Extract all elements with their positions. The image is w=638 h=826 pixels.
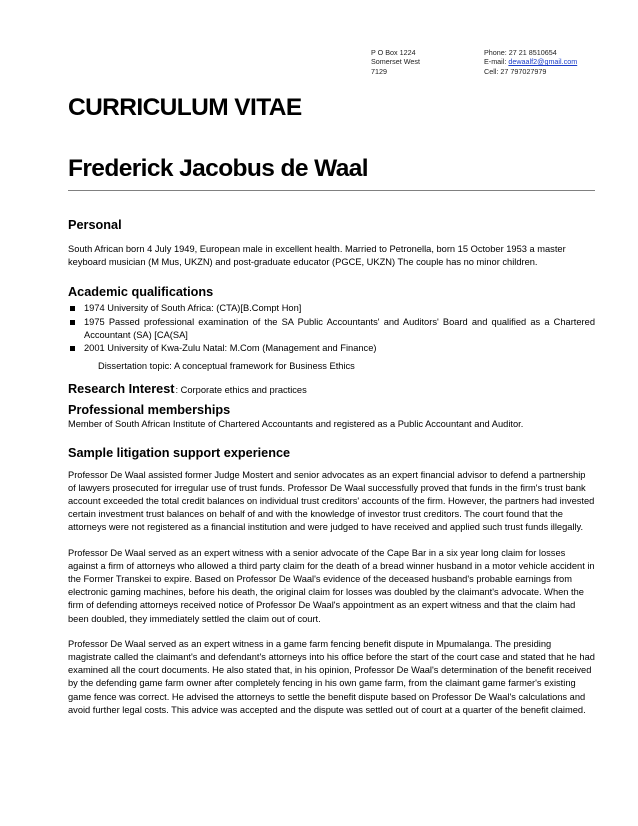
email-link[interactable]: dewaalf2@gmail.com <box>508 57 578 67</box>
person-name: Frederick Jacobus de Waal <box>68 155 368 182</box>
address-line-1: P O Box 1224 <box>371 48 416 57</box>
email-line <box>484 57 624 66</box>
list-item <box>68 316 595 342</box>
personal-text: South African born 4 July 1949, European male in excellent health. Married to Petronella, born 15 October 1953 a master keyboard musician (M Mus, UKZN) and post-graduate educator (PGCE, UKZN) The couple has no minor children. <box>68 244 566 268</box>
list-item <box>68 342 595 355</box>
section-heading-litigation: Sample litigation support experience <box>68 445 291 460</box>
email-label: E-mail: <box>484 57 509 67</box>
address-line-3: 7129 <box>371 66 387 76</box>
cv-body <box>68 217 595 729</box>
list-item <box>68 302 595 315</box>
document-title: CURRICULUM VITAE <box>68 94 302 121</box>
dissertation-topic: Dissertation topic: A conceptual framework for Business Ethics <box>98 361 355 372</box>
qualification-text: 2001 University of Kwa-Zulu Natal: M.Com (Management and Finance) <box>84 343 377 354</box>
contact-details <box>484 48 624 76</box>
memberships-text: Member of South African Institute of Chartered Accountants and registered as a Public Accountant and Auditor. <box>68 419 524 430</box>
research-interest <box>68 382 595 396</box>
bullet-icon <box>70 306 75 311</box>
cell-number: Cell: 27 797027979 <box>484 66 547 76</box>
research-text: : Corporate ethics and practices <box>175 385 307 396</box>
qualifications-list <box>68 302 595 355</box>
litigation-paragraph: Professor De Waal served as an expert witness with a senior advocate of the Cape Bar in a six year long claim for losses against a firm of attorneys who allowed a third party claim for the death of a bread winner husband in a motor vehicle accident in the Former Transkei to expire. Based on Professor De Waal's evidence of the deceased husband's probable earnings from electronic gaming machines, before his death, the original claim for losses was doubled by the claimant's advocate. When the firm of defending attorneys received notice of Professor De Waal's appointment as an expert witness and that the claim had been doubled, they immediately settled the claim out of court. <box>68 547 595 624</box>
bullet-icon <box>70 320 75 325</box>
litigation-paragraph: Professor De Waal served as an expert witness in a game farm fencing benefit dispute in Mpumalanga. The presiding magistrate called the claimant's and defendant's attorneys into his office before the start of the court case and stated that he had examined all the court documents. He also stated that, in his opinion, Professor De Waal's determination of the benefit received by the defending game farm owner after completely fencing in his own game farm, from the claimant game farmer's existing game fence was correct. He advised the attorneys to settle the benefit dispute based on Professor De Waal's calculations and avoid further legal costs. This advice was accepted and the dispute was settled out of court at a quarter of the benefit claimed. <box>68 638 595 715</box>
section-heading-memberships: Professional memberships <box>68 403 231 418</box>
section-heading-research: Research Interest <box>68 382 175 397</box>
phone-number: Phone: 27 21 8510654 <box>484 48 557 57</box>
address-line-2: Somerset West <box>371 57 420 67</box>
bullet-icon <box>70 346 75 351</box>
title-divider <box>68 190 595 191</box>
postal-address <box>371 48 471 76</box>
qualification-text: 1974 University of South Africa: (CTA)[B.Compt Hon] <box>84 303 302 314</box>
litigation-paragraph: Professor De Waal assisted former Judge Mostert and senior advocates as an expert financial advisor to defend a partnership of lawyers prosecuted for irregular use of trust funds. Professor De Waal successfully proved that funds in the firm's trust bank account exceeded the total credit balances on individual trust creditors' accounts of the firm. However, the partners had invested certain investment trust balances on behalf of and with the knowledge of investor trust creditors. The court found that the attorneys were not registered as a financial institution and were judged to have received and applied such trust funds illegally. <box>68 469 595 533</box>
section-heading-academic: Academic qualifications <box>68 285 214 300</box>
section-heading-personal: Personal <box>68 218 122 232</box>
qualification-text: 1975 Passed professional examination of the SA Public Accountants' and Auditors' Board and qualified as a Chartered Accountant (SA) [CA(SA] <box>84 316 595 340</box>
